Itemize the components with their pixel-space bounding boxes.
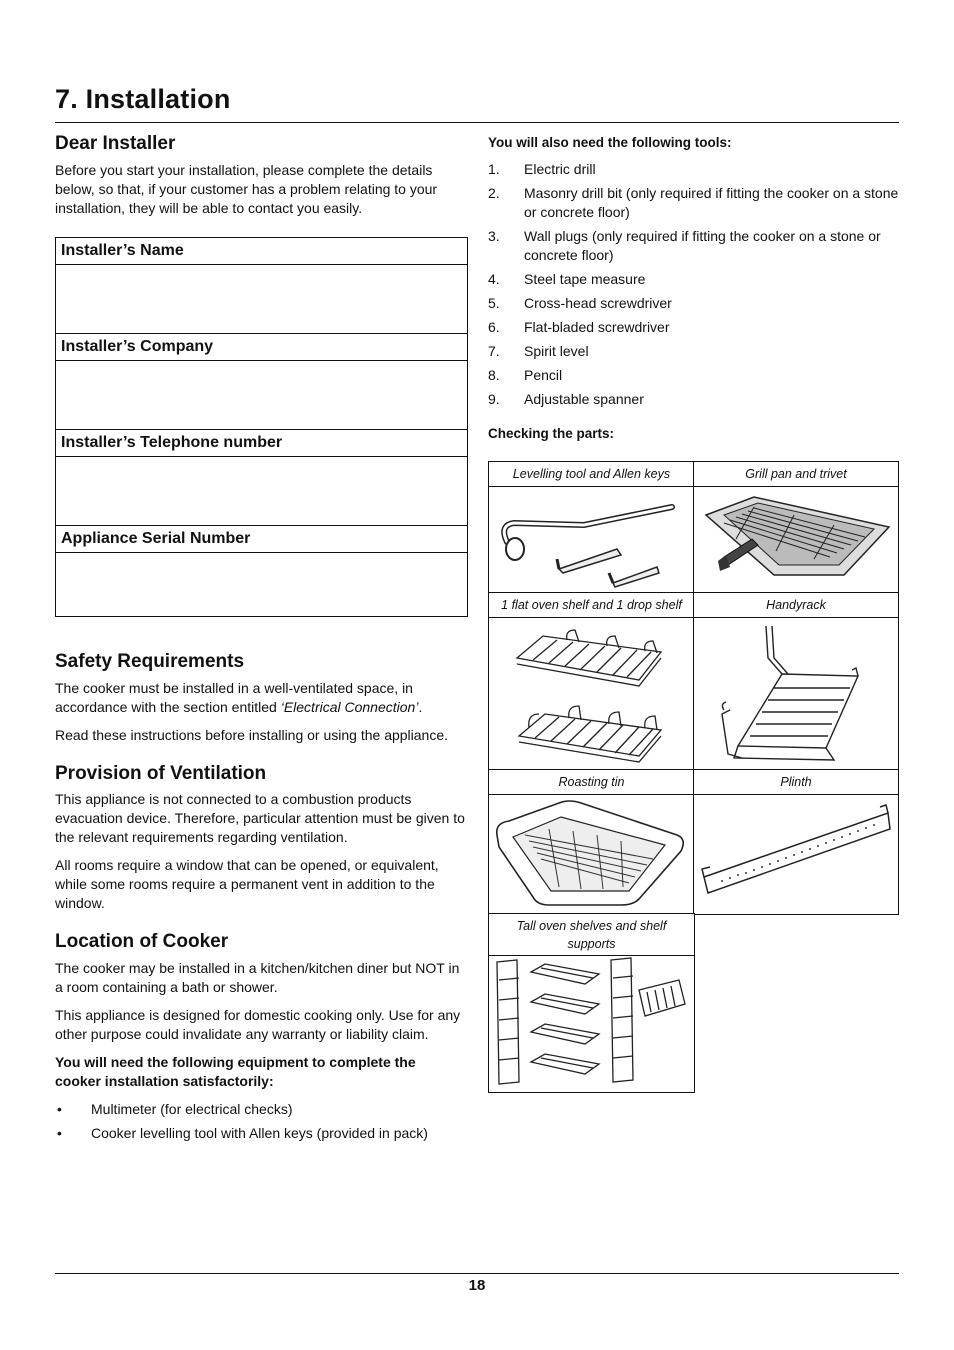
oven-shelves-icon — [489, 618, 693, 769]
handyrack-icon — [694, 618, 897, 769]
tools-list — [488, 160, 900, 409]
list-text: Steel tape measure — [524, 271, 646, 287]
list-item — [488, 227, 900, 265]
part-grill-pan — [693, 461, 899, 594]
location-section — [55, 931, 465, 1143]
part-tall-oven-shelves — [488, 913, 695, 1093]
list-item: • Cooker levelling tool with Allen keys (provided in pack) — [55, 1124, 465, 1143]
tall-oven-shelves-icon — [489, 956, 693, 1091]
safety-section — [55, 651, 465, 745]
grill-pan-icon — [694, 487, 897, 592]
part-handyrack — [693, 592, 899, 771]
equipment-list — [55, 1100, 465, 1143]
list-text: Wall plugs (only required if fitting the cooker on a stone or concrete floor) — [524, 228, 881, 263]
part-roasting-tin — [488, 769, 695, 915]
handyrack-illustration — [694, 618, 898, 770]
installer-telephone-field[interactable] — [56, 457, 467, 526]
installer-name-label: Installer’s Name — [56, 238, 467, 265]
list-item — [488, 318, 900, 337]
right-column — [488, 134, 900, 451]
part-oven-shelves — [488, 592, 695, 771]
list-text: Flat-bladed screwdriver — [524, 319, 670, 335]
list-text: Pencil — [524, 367, 563, 383]
roasting-tin-icon — [489, 795, 693, 913]
list-item — [488, 294, 900, 313]
installer-company-field[interactable] — [56, 361, 467, 430]
safety-text: The cooker must be installed in a well-ventilated space, in accordance with the section entitled — [55, 679, 413, 715]
grill-pan-illustration — [694, 487, 898, 593]
list-number: 3. — [488, 228, 500, 244]
list-number: 6. — [488, 319, 500, 335]
ventilation-section — [55, 763, 465, 914]
part-label: 1 flat oven shelf and 1 drop shelf — [489, 593, 694, 618]
page-title: 7. Installation — [55, 84, 231, 114]
list-number: 5. — [488, 295, 500, 311]
list-number: 2. — [488, 185, 500, 201]
ventilation-paragraph-1: This appliance is not connected to a combustion products evacuation device. Therefore, particular attention must be given to the relevant requirements regarding ventilation. — [55, 791, 465, 846]
part-label: Levelling tool and Allen keys — [489, 462, 694, 487]
list-item — [488, 342, 900, 361]
list-item — [488, 160, 900, 179]
list-text: Cross-head screwdriver — [524, 295, 672, 311]
footer-divider — [55, 1273, 899, 1274]
page-number: 18 — [468, 1277, 486, 1294]
parts-heading: Checking the parts: — [488, 426, 615, 441]
list-number: 4. — [488, 271, 500, 287]
list-text: Electric drill — [524, 161, 596, 177]
part-label: Roasting tin — [489, 770, 694, 795]
list-number: 8. — [488, 367, 500, 383]
part-label: Grill pan and trivet — [694, 462, 898, 487]
list-text: Spirit level — [524, 343, 589, 359]
equipment-heading: You will need the following equipment to complete the cooker installation satisfactorily: — [55, 1054, 416, 1090]
appliance-serial-label: Appliance Serial Number — [56, 526, 467, 553]
roasting-tin-illustration — [489, 795, 694, 914]
part-levelling-tool — [488, 461, 695, 594]
list-text: Masonry drill bit (only required if fitting the cooker on a stone or concrete floor) — [524, 185, 899, 220]
installer-company-label: Installer’s Company — [56, 334, 467, 361]
part-label: Plinth — [694, 770, 898, 795]
installer-telephone-label: Installer’s Telephone number — [56, 430, 467, 457]
list-number: 9. — [488, 391, 500, 407]
list-item — [488, 366, 900, 385]
list-number: 1. — [488, 161, 500, 177]
location-paragraph-1: The cooker may be installed in a kitchen/kitchen diner but NOT in a room containing a bath or shower. — [55, 960, 460, 996]
electrical-connection-reference: ‘Electrical Connection’ — [280, 698, 419, 715]
plinth-icon — [694, 795, 897, 913]
part-label: Tall oven shelves and shelf supports — [489, 914, 694, 956]
dear-installer-intro: Before you start your installation, please complete the details below, so that, if your customer has a problem relating to your installation, they will be able to contact you easily. — [55, 161, 438, 216]
installer-details-form — [55, 237, 468, 617]
list-item — [488, 270, 900, 289]
tools-heading: You will also need the following tools: — [488, 135, 732, 150]
left-column — [55, 133, 465, 1148]
appliance-serial-field[interactable] — [56, 553, 467, 616]
tall-oven-shelves-illustration — [489, 956, 694, 1092]
list-item — [488, 390, 900, 409]
list-text: Adjustable spanner — [524, 391, 644, 407]
list-item: • Multimeter (for electrical checks) — [55, 1100, 465, 1119]
list-number: 7. — [488, 343, 500, 359]
safety-paragraph-1 — [55, 679, 465, 717]
safety-text-end: . — [418, 698, 423, 715]
part-plinth — [693, 769, 899, 915]
levelling-tool-illustration — [489, 487, 694, 593]
list-item — [488, 184, 900, 222]
safety-heading: Safety Requirements — [55, 650, 245, 672]
installer-name-field[interactable] — [56, 265, 467, 334]
dear-installer-heading: Dear Installer — [55, 133, 176, 154]
part-label: Handyrack — [694, 593, 898, 618]
title-divider — [55, 122, 899, 123]
safety-paragraph-2: Read these instructions before installing or using the appliance. — [55, 726, 449, 743]
ventilation-heading: Provision of Ventilation — [55, 762, 267, 784]
location-heading: Location of Cooker — [55, 931, 229, 953]
levelling-tool-icon — [489, 487, 693, 592]
ventilation-paragraph-2: All rooms require a window that can be opened, or equivalent, while some rooms require a permanent vent in addition to the window. — [55, 857, 439, 912]
oven-shelves-illustration — [489, 618, 694, 770]
location-paragraph-2: This appliance is designed for domestic cooking only. Use for any other purpose could invalidate any warranty or liability claim. — [55, 1007, 461, 1043]
plinth-illustration — [694, 795, 898, 914]
